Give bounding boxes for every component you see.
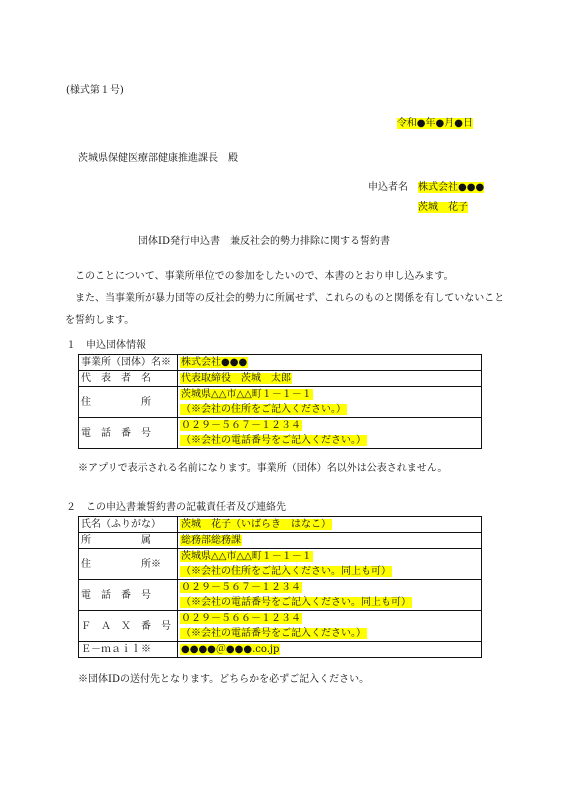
intro-line-1: このことについて、事業所単位での参加をしたいので、本書のとおり申し込みます。 bbox=[65, 271, 454, 282]
field-value-line: ０２９－５６７－１２３４ bbox=[181, 420, 301, 431]
form-number: (様式第１号) bbox=[66, 85, 124, 96]
field-label: 所 属 bbox=[79, 533, 178, 549]
document-title: 団体ID発行申込書 兼反社会的勢力排除に関する誓約書 bbox=[138, 236, 390, 247]
intro-paragraph bbox=[65, 266, 505, 332]
field-label: 電 話 番 号 bbox=[79, 580, 178, 611]
field-label: 電 話 番 号 bbox=[79, 418, 178, 449]
field-label: 代 表 者 名 bbox=[79, 371, 178, 387]
field-label: 住 所 bbox=[79, 387, 178, 418]
intro-line-2: また、当事業所が暴力団等の反社会的勢力に所属せず、これらのものと関係を有していないことを誓約します。 bbox=[65, 293, 505, 326]
field-value bbox=[178, 533, 482, 549]
recipient: 茨城県保健医療部健康推進課長 殿 bbox=[78, 153, 238, 164]
field-value-line: ●●●●＠●●●.co.jp bbox=[181, 644, 280, 655]
field-value-line: 茨城県△△市△△町１－１－１ bbox=[181, 551, 312, 562]
section2-heading: ２ この申込書兼誓約書の記載責任者及び連絡先 bbox=[66, 502, 286, 513]
table-row bbox=[79, 418, 482, 449]
field-label: Ｅ－ｍａｉｌ※ bbox=[79, 642, 178, 658]
table-row bbox=[79, 611, 482, 642]
section2-table bbox=[78, 516, 482, 658]
field-value-line: （※会社の電話番号をご記入ください。） bbox=[181, 628, 366, 639]
field-value-line: 代表取締役 茨城 太郎 bbox=[181, 373, 291, 384]
table-row bbox=[79, 355, 482, 371]
field-value-line: （※会社の住所をご記入ください。同上も可） bbox=[181, 566, 391, 577]
applicant-person-value: 茨城 花子 bbox=[418, 202, 468, 213]
table-row bbox=[79, 580, 482, 611]
field-value-line: 茨城 花子（いばらき はなこ） bbox=[181, 519, 331, 530]
field-value-line: ０２９－５６６－１２３４ bbox=[181, 613, 301, 624]
field-value bbox=[178, 580, 482, 611]
field-value-line: ０２９－５６７－１２３４ bbox=[181, 582, 301, 593]
field-value-line: 茨城県△△市△△町１－１－１ bbox=[181, 389, 312, 400]
field-value bbox=[178, 642, 482, 658]
field-value bbox=[178, 418, 482, 449]
table-row bbox=[79, 387, 482, 418]
section1-note: ※アプリで表示される名前になります。事業所（団体）名以外は公表されません。 bbox=[78, 463, 448, 474]
field-value bbox=[178, 611, 482, 642]
table-row bbox=[79, 642, 482, 658]
applicant-company bbox=[418, 181, 484, 195]
field-value bbox=[178, 517, 482, 533]
section2-note: ※団体IDの送付先となります。どちらかを必ずご記入ください。 bbox=[78, 674, 370, 685]
field-label: 住 所※ bbox=[79, 549, 178, 580]
section1-heading: １ 申込団体情報 bbox=[66, 340, 146, 351]
table-row bbox=[79, 517, 482, 533]
field-value-line: （※会社の電話番号をご記入ください。同上も可） bbox=[181, 597, 411, 608]
field-value-line: （※会社の住所をご記入ください。） bbox=[181, 404, 346, 415]
field-value bbox=[178, 371, 482, 387]
table-row bbox=[79, 533, 482, 549]
applicant-company-value: 株式会社●●● bbox=[418, 182, 485, 193]
table-row bbox=[79, 549, 482, 580]
field-value-line: 株式会社●●● bbox=[181, 357, 248, 368]
field-value bbox=[178, 549, 482, 580]
date-field bbox=[397, 117, 473, 131]
applicant-person bbox=[418, 201, 468, 215]
date-value: 令和●年●月●日 bbox=[396, 118, 473, 129]
table-row bbox=[79, 371, 482, 387]
section1-table bbox=[78, 354, 482, 449]
applicant-label: 申込者名 bbox=[368, 182, 408, 193]
field-label: 氏名（ふりがな） bbox=[79, 517, 178, 533]
field-value bbox=[178, 387, 482, 418]
field-value-line: 総務部総務課 bbox=[181, 535, 241, 546]
field-label: 事業所（団体）名※ bbox=[79, 355, 178, 371]
field-value bbox=[178, 355, 482, 371]
field-label: Ｆ Ａ Ｘ 番 号 bbox=[79, 611, 178, 642]
field-value-line: （※会社の電話番号をご記入ください。） bbox=[181, 435, 366, 446]
